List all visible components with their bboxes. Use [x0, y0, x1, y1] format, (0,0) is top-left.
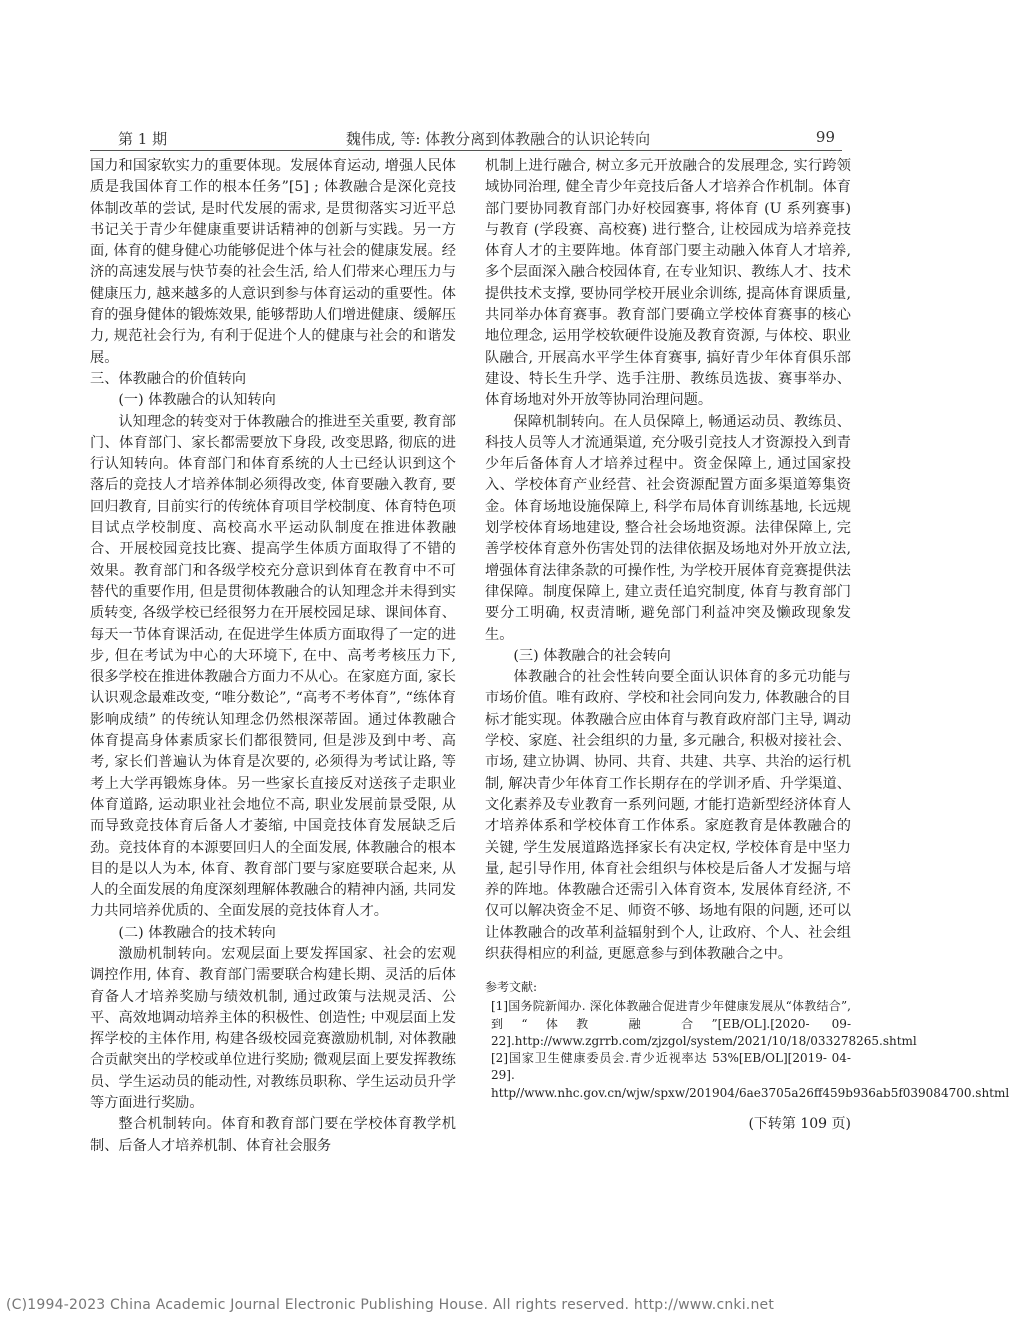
page-number: 99 [815, 128, 835, 146]
paragraph: 认知理念的转变对于体教融合的推进至关重要, 教育部门、体育部门、家长都需要放下身段, 改变思路, 彻底的进行认知转向。体育部门和体育系统的人士已经认识到这个落后的竞技人才培养体制必须得改变, 体育要融入教育, 要回归教育, 目前实行的传统体育项目学校制度、体育特色项目试点学校制度、高校高水平运动队制度在推进体教融合、开展校园竞技比赛、提高学生体质方面取得了不错的效果。教育部门和各级学校充分意识到体育在教育中不可替代的重要作用, 但是贯彻体教融合的认知理念并未得到实质转变, 各级学校已经很努力在开展校园足球、课间体育、每天一节体育课活动, 在促进学生体质方面取得了一定的进步, 但在考试为中心的大环境下, 在中、高考考核压力下, 很多学校在推进体教融合方面力不从心。在家庭方面, 家长认识观念最难改变, “唯分数论”, “高考不考体育”, “练体育影响成绩” 的传统认知理念仍然根深蒂固。通过体教融合体育提高身体素质家长们都很赞同, 但是涉及到中考、高考, 家长们普遍认为体育是次要的, 必须得为考试让路, 等考上大学再锻炼身体。另一些家长直接反对送孩子走职业体育道路, 运动职业社会地位不高, 职业发展前景受限, 从而导致竞技体育后备人才萎缩, 中国竞技体育发展缺乏后劲。竞技体育的本源要回归人的全面发展, 体教融合的根本目的是以人为本, 体育、教育部门要与家庭要联合起来, 从人的全面发展的角度深刻理解体教融合的精神内涵, 共同发力共同培养优质的、全面发展的竞技体育人才。 [90, 413, 456, 920]
paragraph: 机制上进行融合, 树立多元开放融合的发展理念, 实行跨领域协同治理, 健全青少年竞技后备人才培养合作机制。体育部门要协同教育部门办好校园赛事, 将体育 (U 系列赛事) 与教育 (学段赛、高校赛) 进行整合, 让校园成为培养竞技体育人才的主要阵地。体育部门要主动融入体育人才培养, 多个层面深入融合校园体育, 在专业知识、教练人才、技术提供技术支撑, 要协同学校开展业余训练, 提高体育课质量, 共同举办体育赛事。教育部门要确立学校体育赛事的核心地位理念, 运用学校软硬件设施及教育资源, 与体校、职业队融合, 开展高水平学生体育赛事, 搞好青少年体育俱乐部建设、特长生升学、选手注册、教练员选拔、赛事举办、体育场地对外开放等协同治理问题。 [485, 158, 851, 409]
paragraph: 保障机制转向。在人员保障上, 畅通运动员、教练员、科技人员等人才流通渠道, 充分吸引竞技人才资源投入到青少年后备体育人才培养过程中。资金保障上, 通过国家投入、学校体育产业经营、社会资源配置方面多渠道筹集资金。体育场地设施保障上, 科学布局体育训练基地, 长远规划学校体育场地建设, 整合社会场地资源。法律保障上, 完善学校体育意外伤害处罚的法律依据及场地对外开放立法, 增强体育法律条款的可操作性, 为学校开展体育竞赛提供法律保障。制度保障上, 建立责任追究制度, 体育与教育部门要分工明确, 权责清晰, 避免部门利益冲突及懒政现象发生。 [485, 413, 851, 643]
references [485, 979, 1009, 1101]
section-heading: 三、体教融合的价值转向 [90, 370, 247, 387]
subsection-heading: (二) 体教融合的技术转向 [118, 924, 276, 941]
right-column [485, 156, 1009, 1149]
subsection-heading: (三) 体教融合的社会转向 [513, 647, 671, 664]
left-column [90, 156, 456, 1157]
reference-item: [2]国家卫生健康委员会.青少近视率达 53%[EB/OL][2019- 04- 29]. http//www.nhc.gov.cn/wjw/spxw/201904/6ae3705a26ff459b936ab5f039084700.shtml [491, 1051, 1009, 1100]
continued-note: (下转第 109 页) [748, 1115, 851, 1132]
paragraph: 体教融合的社会性转向要全面认识体育的多元功能与市场价值。唯有政府、学校和社会同向发力, 体教融合的目标才能实现。体教融合应由体育与教育政府部门主导, 调动学校、家庭、社会组织的力量, 多元融合, 积极对接社会、市场, 建立协调、协同、共育、共建、共享、共治的运行机制, 解决青少年体育工作长期存在的学训矛盾、升学渠道、文化素养及专业教育一系列问题, 才能打造新型经济体育人才培养体系和学校体育工作体系。家庭教育是体教融合的关键, 学生发展道路选择家长有决定权, 学校体育是中坚力量, 起引导作用, 体育社会组织与体校是后备人才发掘与培养的阵地。体教融合还需引入体育资本, 发展体育经济, 不仅可以解决资金不足、师资不够、场地有限的问题, 还可以让体教融合的改革利益辐射到个人, 让政府、个人、社会组织获得相应的利益, 更愿意参与到体教融合之中。 [485, 669, 851, 962]
paragraph: 整合机制转向。体育和教育部门要在学校体育教学机制、后备人才培养机制、体育社会服务 [90, 1116, 456, 1154]
header-rule [90, 150, 842, 151]
references-heading: 参考文献: [485, 980, 538, 995]
reference-item: [1]国务院新闻办. 深化体教融合促进青少年健康发展从“体教结合”, 到“体教 融 合”[EB/OL].[2020- 09- 22].http://www.zgrrb.com/zjzgol/system/2021/10/18/033278265.shtml [491, 999, 917, 1048]
paragraph: 国力和国家软实力的重要体现。发展体育运动, 增强人民体质是我国体育工作的根本任务”[5] ; 体教融合是深化竞技体制改革的尝试, 是时代发展的需求, 是贯彻落实习近平总书记关于青少年健康重要讲话精神的创新与实践。另一方面, 体育的健身健心功能够促进个体与社会的健康发展。经济的高速发展与快节奏的社会生活, 给人们带来心理压力与健康压力, 越来越多的人意识到参与体育运动的重要性。体育的强身健体的锻炼效果, 能够帮助人们增进健康、缓解压力, 规范社会行为, 有利于促进个人的健康与社会的和谐发展。 [90, 158, 456, 366]
running-title: 魏伟成, 等: 体教分离到体教融合的认识论转向 [345, 130, 651, 148]
issue-number: 第 1 期 [118, 130, 168, 148]
subsection-heading: (一) 体教融合的认知转向 [118, 392, 276, 409]
running-header [118, 128, 835, 150]
paragraph: 激励机制转向。宏观层面上要发挥国家、社会的宏观调控作用, 体育、教育部门需要联合构建长期、灵活的后体育备人才培养奖励与绩效机制, 通过政策与法规灵活、公平、高效地调动培养主体的积极性、创造性; 中观层面上发挥学校的主体作用, 构建各级校园竞赛激励机制, 对体教融合贡献突出的学校或单位进行奖励; 微观层面上要发挥教练员、学生运动员的能动性, 对教练员职称、学生运动员升学等方面进行奖励。 [90, 945, 456, 1112]
copyright-footer: (C)1994-2023 China Academic Journal Electronic Publishing House. All rights reserved. http://www.cnki.net [6, 1297, 775, 1313]
